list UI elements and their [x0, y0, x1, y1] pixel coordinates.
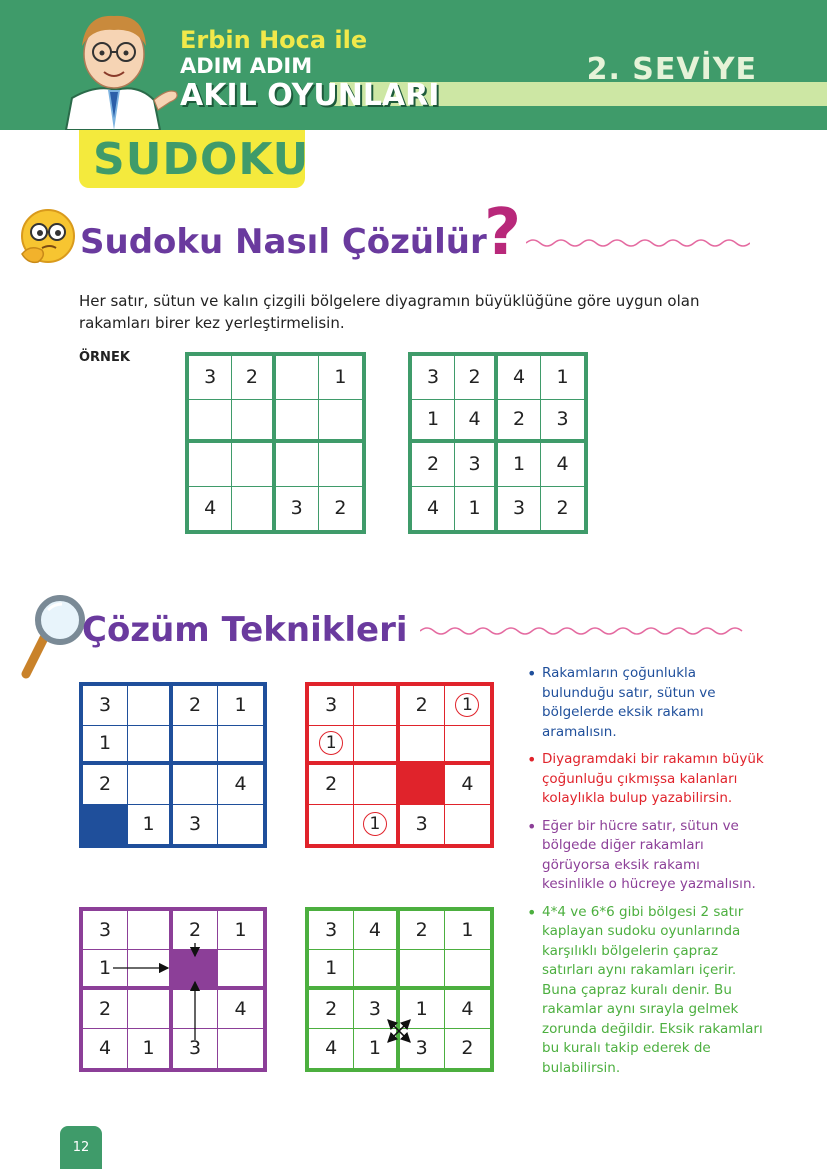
sudoku-cell: 4	[445, 765, 490, 805]
sudoku-cell: 2	[412, 443, 455, 487]
sudoku-cell: 4	[83, 1029, 128, 1068]
sudoku-cell: 1	[400, 990, 445, 1029]
intro-text: Her satır, sütun ve kalın çizgili bölgelere diyagramın büyüklüğüne göre uygun olan rakamları birer kez yerleştirmelisin.	[79, 292, 700, 332]
sudoku-cell	[128, 911, 173, 950]
sudoku-cell	[173, 765, 218, 805]
sudoku-cell: 2	[556, 497, 569, 520]
tip-item: • Rakamların çoğunlukla bulunduğu satır, sütun ve bölgelerde eksik rakamı aramalısın.	[526, 664, 766, 742]
sudoku-cell: 1	[218, 686, 263, 726]
sudoku-cell	[400, 765, 445, 805]
sudoku-cell	[445, 726, 490, 766]
section-title-how-to-solve: Sudoku Nasıl Çözülür	[80, 222, 487, 262]
sudoku-badge-label: SUDOKU	[93, 134, 310, 185]
sudoku-cell	[83, 805, 128, 845]
sudoku-cell: 3	[173, 805, 218, 845]
sudoku-cell: 2	[400, 911, 445, 950]
sudoku-cell: 1	[445, 911, 490, 950]
sudoku-badge	[79, 130, 310, 188]
sudoku-cell	[189, 400, 232, 444]
sudoku-cell: 4	[189, 487, 232, 531]
sudoku-cell: 3	[354, 990, 399, 1029]
tip-item: • Diyagramdaki bir rakamın büyük çoğunluğu çıkmışsa kalanları kolaylıkla bulup yazabilirsin.	[526, 750, 766, 809]
sudoku-cell	[128, 726, 173, 766]
sudoku-cell: 4	[455, 400, 498, 444]
sudoku-cell: 4	[541, 443, 584, 487]
sudoku-cell: 1	[128, 1029, 173, 1068]
sudoku-cell: 1	[541, 356, 584, 400]
sudoku-cell: 2	[232, 356, 275, 400]
sudoku-cell	[319, 443, 362, 487]
sudoku-grid-blue	[79, 682, 267, 848]
sudoku-cell	[232, 487, 275, 531]
sudoku-cell: 1	[218, 911, 263, 950]
sudoku-cell	[218, 726, 263, 766]
sudoku-cell	[218, 950, 263, 989]
sudoku-cell: 2	[173, 911, 218, 950]
sudoku-cell	[354, 950, 399, 989]
sudoku-cell	[354, 765, 399, 805]
sudoku-cell	[173, 990, 218, 1029]
sudoku-grid-example-puzzle	[185, 352, 366, 534]
sudoku-cell: 4	[309, 1029, 354, 1068]
sudoku-cell	[128, 950, 173, 989]
question-mark: ?	[484, 196, 522, 270]
sudoku-cell	[319, 400, 362, 444]
sudoku-cell: 2	[173, 686, 218, 726]
sudoku-cell: 3	[309, 686, 354, 726]
sudoku-cell: 3	[83, 686, 128, 726]
sudoku-cell	[400, 726, 445, 766]
sudoku-cell: 4	[218, 765, 263, 805]
sudoku-cell	[218, 1029, 263, 1068]
level-label: 2. SEVİYE	[586, 52, 757, 87]
example-label: ÖRNEK	[79, 350, 130, 365]
section-title-techniques: Çözüm Teknikleri	[82, 610, 408, 650]
brand-line-3: AKIL OYUNLARI	[180, 78, 440, 113]
sudoku-cell	[400, 950, 445, 989]
sudoku-cell: 2	[400, 686, 445, 726]
sudoku-cell: 3	[189, 356, 232, 400]
sudoku-cell: 4	[218, 990, 263, 1029]
sudoku-grid-red	[305, 682, 494, 848]
sudoku-cell	[232, 400, 275, 444]
sudoku-cell: 1	[412, 400, 455, 444]
sudoku-cell: 1	[498, 443, 541, 487]
brand-line-1: Erbin Hoca ile	[180, 26, 368, 54]
thinking-face-icon	[16, 204, 80, 268]
sudoku-cell: 4	[498, 356, 541, 400]
sudoku-cell: 3	[309, 911, 354, 950]
sudoku-cell: 3	[400, 1029, 445, 1068]
sudoku-cell	[189, 443, 232, 487]
sudoku-cell: 2	[83, 990, 128, 1029]
sudoku-grid-example-solution	[408, 352, 588, 534]
tip-item: • Eğer bir hücre satır, sütun ve bölgede diğer rakamları görüyorsa eksik rakamı kesinlikle o hücreye yazmalısın.	[526, 817, 766, 895]
sudoku-cell: 2	[334, 497, 347, 520]
sudoku-grid-green	[305, 907, 494, 1072]
sudoku-cell: 3	[498, 487, 541, 531]
wave-decoration	[526, 236, 750, 250]
sudoku-cell	[232, 443, 275, 487]
sudoku-cell	[128, 765, 173, 805]
sudoku-cell	[276, 400, 319, 444]
circled-digit: 1	[455, 693, 479, 717]
sudoku-cell: 3	[455, 443, 498, 487]
sudoku-cell: 3	[541, 400, 584, 444]
sudoku-cell: 4	[354, 911, 399, 950]
sudoku-cell	[276, 443, 319, 487]
sudoku-cell: 1	[128, 805, 173, 845]
circled-digit: 1	[363, 812, 387, 836]
sudoku-cell	[445, 805, 490, 845]
sudoku-cell: 2	[455, 356, 498, 400]
sudoku-cell	[445, 686, 490, 726]
sudoku-cell: 1	[309, 950, 354, 989]
sudoku-cell	[309, 726, 354, 766]
sudoku-cell	[218, 805, 263, 845]
sudoku-cell	[173, 726, 218, 766]
sudoku-cell: 3	[173, 1029, 218, 1068]
sudoku-cell	[354, 805, 399, 845]
sudoku-cell: 3	[400, 805, 445, 845]
sudoku-cell	[354, 726, 399, 766]
sudoku-cell: 2	[309, 990, 354, 1029]
sudoku-cell	[445, 950, 490, 989]
sudoku-cell: 1	[319, 356, 362, 400]
sudoku-cell: 2	[309, 765, 354, 805]
sudoku-cell: 4	[445, 990, 490, 1029]
circled-digit: 1	[319, 731, 343, 755]
sudoku-cell: 1	[83, 950, 128, 989]
sudoku-cell	[173, 950, 218, 989]
tips-list	[526, 664, 766, 1086]
sudoku-cell: 1	[455, 487, 498, 531]
page-number: 12	[60, 1126, 102, 1169]
sudoku-cell: 3	[83, 911, 128, 950]
sudoku-cell	[354, 686, 399, 726]
sudoku-cell: 2	[461, 1037, 474, 1060]
sudoku-cell	[309, 805, 354, 845]
sudoku-cell: 1	[354, 1029, 399, 1068]
sudoku-grid-purple	[79, 907, 267, 1072]
tip-item: • 4*4 ve 6*6 gibi bölgesi 2 satır kaplayan sudoku oyunlarında karşılıklı bölgelerin çapraz satırları aynı rakamları içerir. Buna çapraz kuralı denir. Bu rakamlar aynı sırayla gelmek zorunda değildir. Eksik rakamları bu kuralı takip ederek de bulabilirsin.	[526, 903, 766, 1079]
sudoku-cell: 4	[412, 487, 455, 531]
sudoku-cell: 2	[83, 765, 128, 805]
teacher-character-icon	[46, 6, 186, 130]
wave-decoration	[420, 624, 750, 638]
sudoku-cell: 2	[498, 400, 541, 444]
brand-line-2: ADIM ADIM	[180, 54, 313, 78]
sudoku-cell: 3	[412, 356, 455, 400]
sudoku-cell	[276, 356, 319, 400]
sudoku-cell: 3	[276, 487, 319, 531]
sudoku-cell: 1	[83, 726, 128, 766]
sudoku-cell	[128, 686, 173, 726]
sudoku-cell	[128, 990, 173, 1029]
